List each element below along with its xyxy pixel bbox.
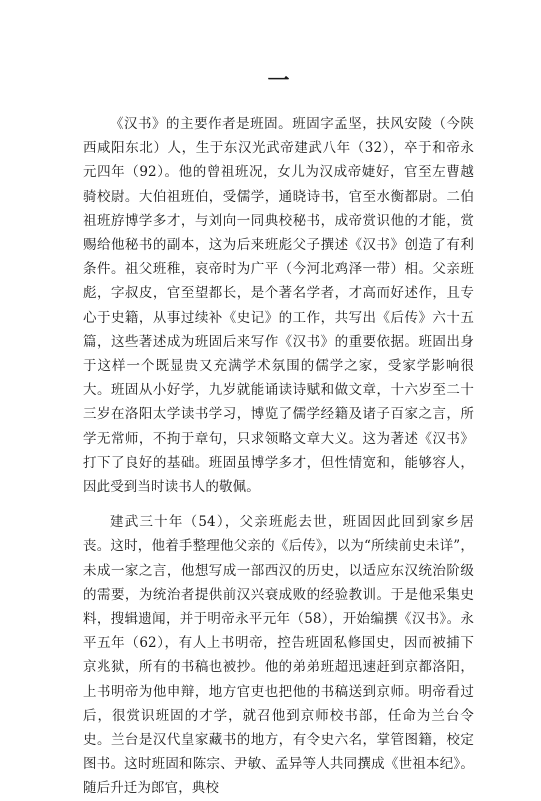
chapter-heading: 一 xyxy=(267,68,290,94)
body-paragraph-2: 建武三十年（54），父亲班彪去世，班固因此回到家乡居丧。这时，他着手整理他父亲的《后传》，以为“所续前史未详”，未成一家之言，他想写成一部西汉的历史，以适应东汉统治阶级的需要，为统治者提供前汉兴衰成败的经验教训。于是他采集史料，搜辑遗闻，并于明帝永平元年（58），开始编撰《汉书》。永平五年（62），有人上书明帝，控告班固私修国史，因而被捕下京兆狱，所有的书稿也被抄。他的弟弟班超迅速赶到京都洛阳，上书明帝为他申辩，地方官吏也把他的书稿送到京师。明帝看过后，很赏识班固的才学，就召他到京师校书部，任命为兰台令史。兰台是汉代皇家藏书的地方，有令史六名，掌管图籍，校定图书。这时班固和陈宗、尹敏、孟异等人共同撰成《世祖本纪》。随后升迁为郎官，典校 xyxy=(83,514,474,797)
body-paragraph-1: 《汉书》的主要作者是班固。班固字孟坚，扶风安陵（今陕西咸阳东北）人，生于东汉光武帝建武八年（32），卒于和帝永元四年（92）。他的曾祖班况，女儿为汉成帝婕好，官至左曹越骑校尉。大伯祖班伯，受儒学，通晓诗书，官至水衡都尉。二伯祖班斿博学多才，与刘向一同典校秘书，成帝赏识他的才能，赏赐给他秘书的副本，这为后来班彪父子撰述《汉书》创造了有利条件。祖父班稚，哀帝时为广平（今河北鸡泽一带）相。父亲班彪，字叔皮，官至望都长，是个著名学者，才高而好述作，且专心于史籍，从事过续补《史记》的工作，共写出《后传》六十五篇，这些著述成为班固后来写作《汉书》的重要依据。班固出身于这样一个既显贵又充满学术氛围的儒学之家，受家学影响很大。班固从小好学，九岁就能诵读诗赋和做文章，十六岁至二十三岁在洛阳太学读书学习，博览了儒学经籍及诸子百家之言，所学无常师，不拘于章句，只求领略文章大义。这为著述《汉书》打下了良好的基础。班固虽博学多才，但性情宽和，能够容人，因此受到当时读书人的敬佩。 xyxy=(83,116,474,496)
